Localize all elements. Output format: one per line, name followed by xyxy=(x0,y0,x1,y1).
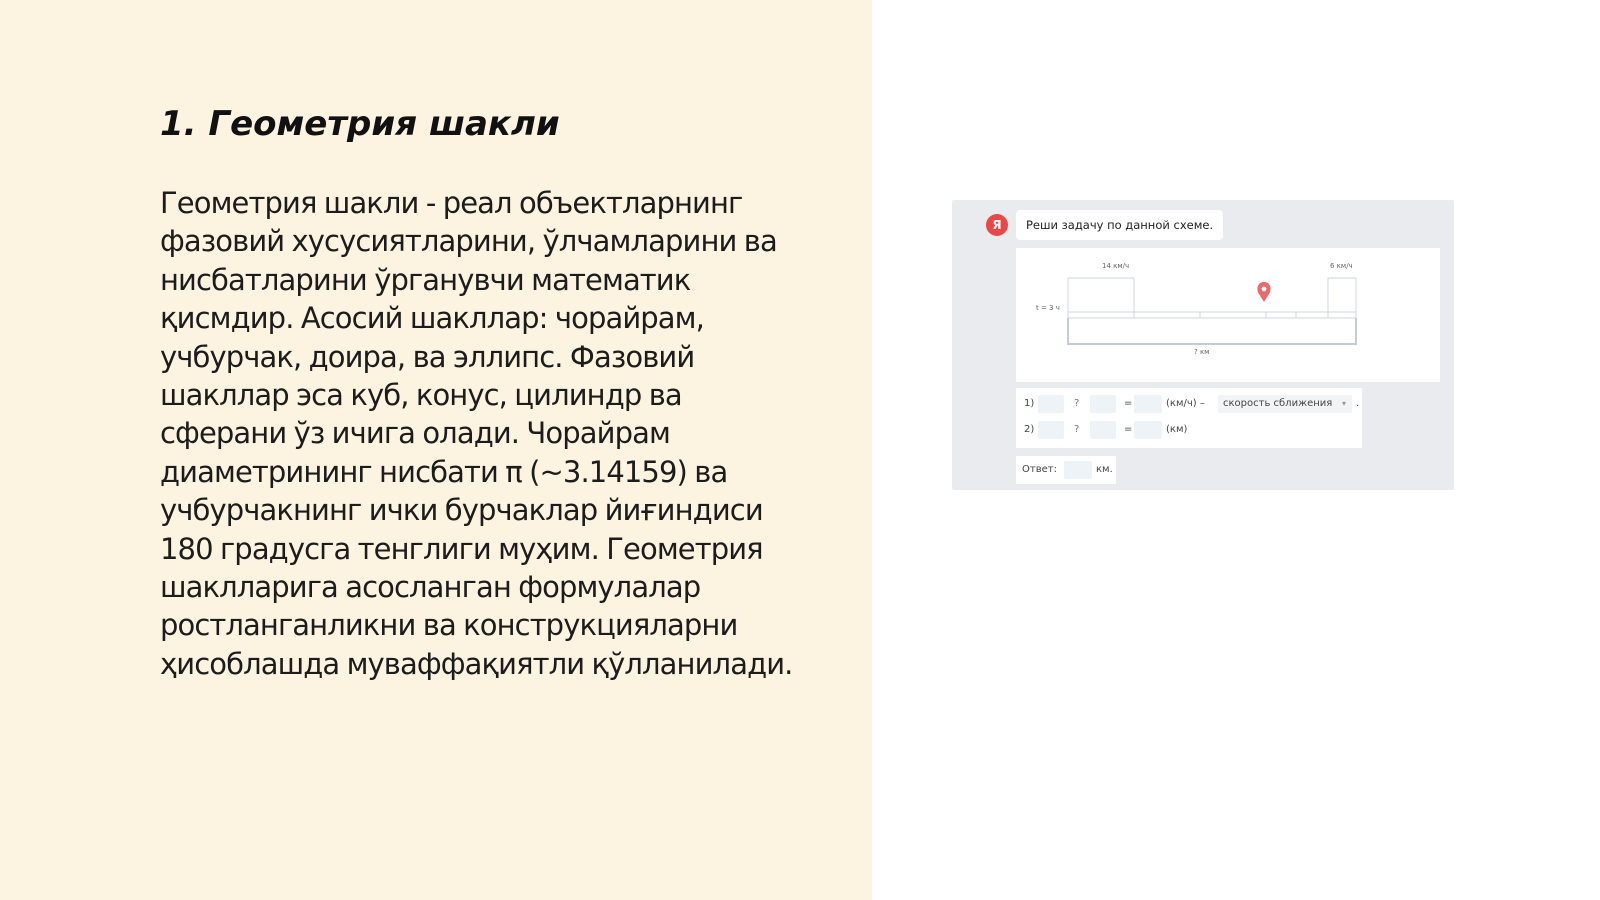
body-line: 180 градусга тенглиги муҳим. Геометрия xyxy=(160,531,763,566)
body-line: учбурчакнинг ички бурчаклар йиғиндиси xyxy=(160,493,763,528)
number-input[interactable] xyxy=(1038,395,1064,413)
step-row-1 xyxy=(1016,391,1362,417)
body-line: учбурчак, доира, ва эллипс. Фазовий xyxy=(160,339,695,374)
body-line: Геометрия шакли - реал объектларнинг xyxy=(160,186,743,220)
scheme-drawing xyxy=(1016,248,1440,382)
unit-label: (км) xyxy=(1166,424,1188,435)
body-line: қисмдир. Асосий шакллар: чорайрам, xyxy=(160,301,704,336)
result-input[interactable] xyxy=(1134,395,1162,413)
time-label: t = 3 ч xyxy=(1036,304,1060,312)
motion-scheme xyxy=(1016,248,1440,382)
slide-body xyxy=(160,184,850,683)
distance-bracket xyxy=(1068,318,1356,344)
body-line: шакллар эса куб, конус, цилиндр ва xyxy=(160,378,682,413)
unit-label: (км/ч) – xyxy=(1166,398,1205,409)
row-end-dot: . xyxy=(1356,398,1360,409)
yandex-logo-icon: Я xyxy=(986,214,1008,236)
body-line: шаклларига асосланган формулалар xyxy=(160,570,701,605)
answer-label: Ответ: xyxy=(1022,464,1057,475)
task-prompt: Реши задачу по данной схеме. xyxy=(1016,210,1223,240)
speed-bracket-right xyxy=(1328,278,1356,314)
body-line: сферани ўз ичига олади. Чорайрам xyxy=(160,416,670,451)
body-line: диаметрининг нисбати π (~3.14159) ва xyxy=(160,454,728,489)
operator-select[interactable]: ? xyxy=(1074,398,1080,409)
dropdown-value: скорость сближения xyxy=(1223,398,1333,409)
equals-sign: = xyxy=(1124,398,1133,409)
step-number: 2) xyxy=(1024,424,1035,435)
distance-label: ? км xyxy=(1194,348,1210,356)
result-input[interactable] xyxy=(1134,421,1162,439)
operator-select[interactable]: ? xyxy=(1074,424,1080,435)
speed-bracket-left xyxy=(1068,278,1134,314)
chevron-down-icon: ▾ xyxy=(1341,399,1346,408)
meeting-point-pin-icon xyxy=(1257,282,1270,302)
answer-input[interactable] xyxy=(1064,461,1092,479)
quantity-dropdown[interactable] xyxy=(1218,395,1352,413)
answer-unit: км. xyxy=(1096,464,1113,475)
body-line: ростланганликни ва конструкцияларни xyxy=(160,608,738,643)
task-screenshot xyxy=(952,200,1454,490)
answer-row xyxy=(1016,456,1116,484)
speed-left-label: 14 км/ч xyxy=(1102,262,1130,270)
slide-title: 1. Геометрия шакли xyxy=(160,104,560,144)
step-number: 1) xyxy=(1024,398,1035,409)
speed-right-label: 6 км/ч xyxy=(1330,262,1353,270)
number-input[interactable] xyxy=(1090,421,1116,439)
number-input[interactable] xyxy=(1090,395,1116,413)
number-input[interactable] xyxy=(1038,421,1064,439)
body-line: нисбатларини ўрганувчи математик xyxy=(160,262,691,297)
body-line: фазовий хусусиятларини, ўлчамларини ва xyxy=(160,224,777,259)
body-line: ҳисоблашда муваффақиятли қўлланилади. xyxy=(160,646,793,681)
road-segment xyxy=(1068,312,1356,318)
step-row-2 xyxy=(1016,417,1362,443)
solution-steps xyxy=(1016,388,1362,448)
equals-sign: = xyxy=(1124,424,1133,435)
